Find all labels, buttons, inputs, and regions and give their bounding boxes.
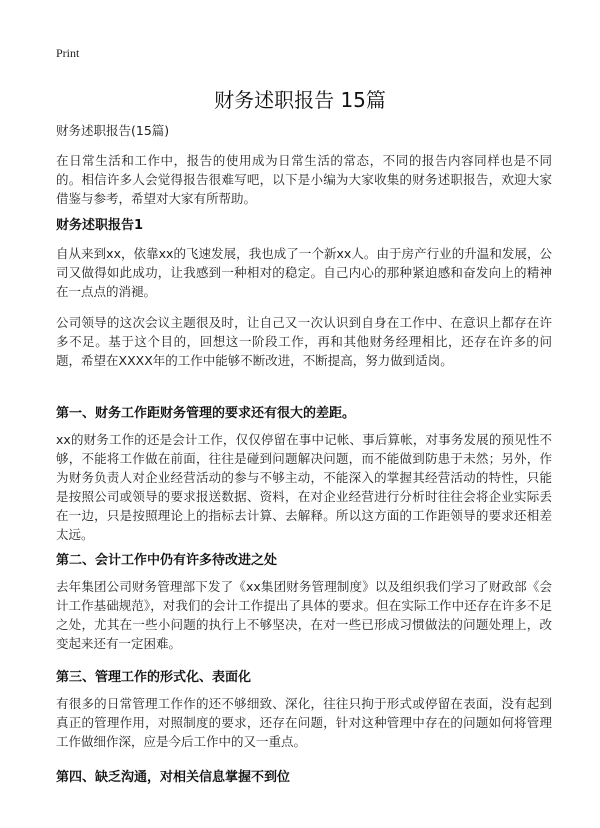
intro-paragraph: 在日常生活和工作中，报告的使用成为日常生活的常态，不同的报告内容同样也是不同的。相信许多人会觉得报告很难写吧，以下是小编为大家收集的财务述职报告，欢迎大家借鉴与参考，希望对大家有所帮助。 <box>56 153 552 206</box>
print-link[interactable]: Print <box>56 46 80 60</box>
section-4-heading: 第四、缺乏沟通，对相关信息掌握不到位 <box>56 770 291 785</box>
paragraph-2: 公司领导的这次会议主题很及时，让自己又一次认识到自身在工作中、在意识上都存在许多不足。基于这个目的，回想这一阶段工作，再和其他财务经理相比，还存在许多的问题，希望在XXXX年的工作中能够不断改进，不断提高，努力做到适岗。 <box>56 315 552 368</box>
section-2-text: 去年集团公司财务管理部下发了《xx集团财务管理制度》以及组织我们学习了财政部《会计工作基础规范》，对我们的会计工作提出了具体的要求。但在实际工作中还存在许多不足之处，尤其在一些小问题的执行上不够坚决，在对一些已形成习惯做法的问题处理上，改变起来还有一定困难。 <box>56 579 552 651</box>
section-2-heading: 第二、会计工作中仍有许多待改进之处 <box>56 553 278 568</box>
page-title: 财务述职报告 15篇 <box>214 88 386 112</box>
report-heading: 财务述职报告1 <box>56 218 144 233</box>
section-1-text: xx的财务工作的还是会计工作，仅仅停留在事中记帐、事后算帐，对事务发展的预见性不够，不能将工作做在前面，往往是碰到问题解决问题，而不能做到防患于未然；另外，作为财务负责人对企业经营活动的参与不够主动，不能深入的掌握其经营活动的特性，只能是按照公司或领导的要求报送数据、资料，在对企业经营进行分析时往往会将企业实际丢在一边，只是按照理论上的指标去计算、去解释。所以这方面的工作距领导的要求还相差太远。 <box>56 432 552 542</box>
paragraph-1: 自从来到xx，依靠xx的飞速发展，我也成了一个新xx人。由于房产行业的升温和发展，公司又做得如此成功，让我感到一种相对的稳定。自己内心的那种紧迫感和奋发向上的精神在一点点的消褪。 <box>56 246 552 299</box>
section-1-heading: 第一、财务工作距财务管理的要求还有很大的差距。 <box>56 406 356 421</box>
document-subtitle: 财务述职报告(15篇) <box>56 123 170 138</box>
section-3-text: 有很多的日常管理工作作的还不够细致、深化，往往只拘于形式或停留在表面，没有起到真正的管理作用，对照制度的要求，还存在问题，针对这种管理中存在的问题如何将管理工作做细作深，应是今后工作中的又一重点。 <box>56 696 552 749</box>
section-3-heading: 第三、管理工作的形式化、表面化 <box>56 670 252 685</box>
